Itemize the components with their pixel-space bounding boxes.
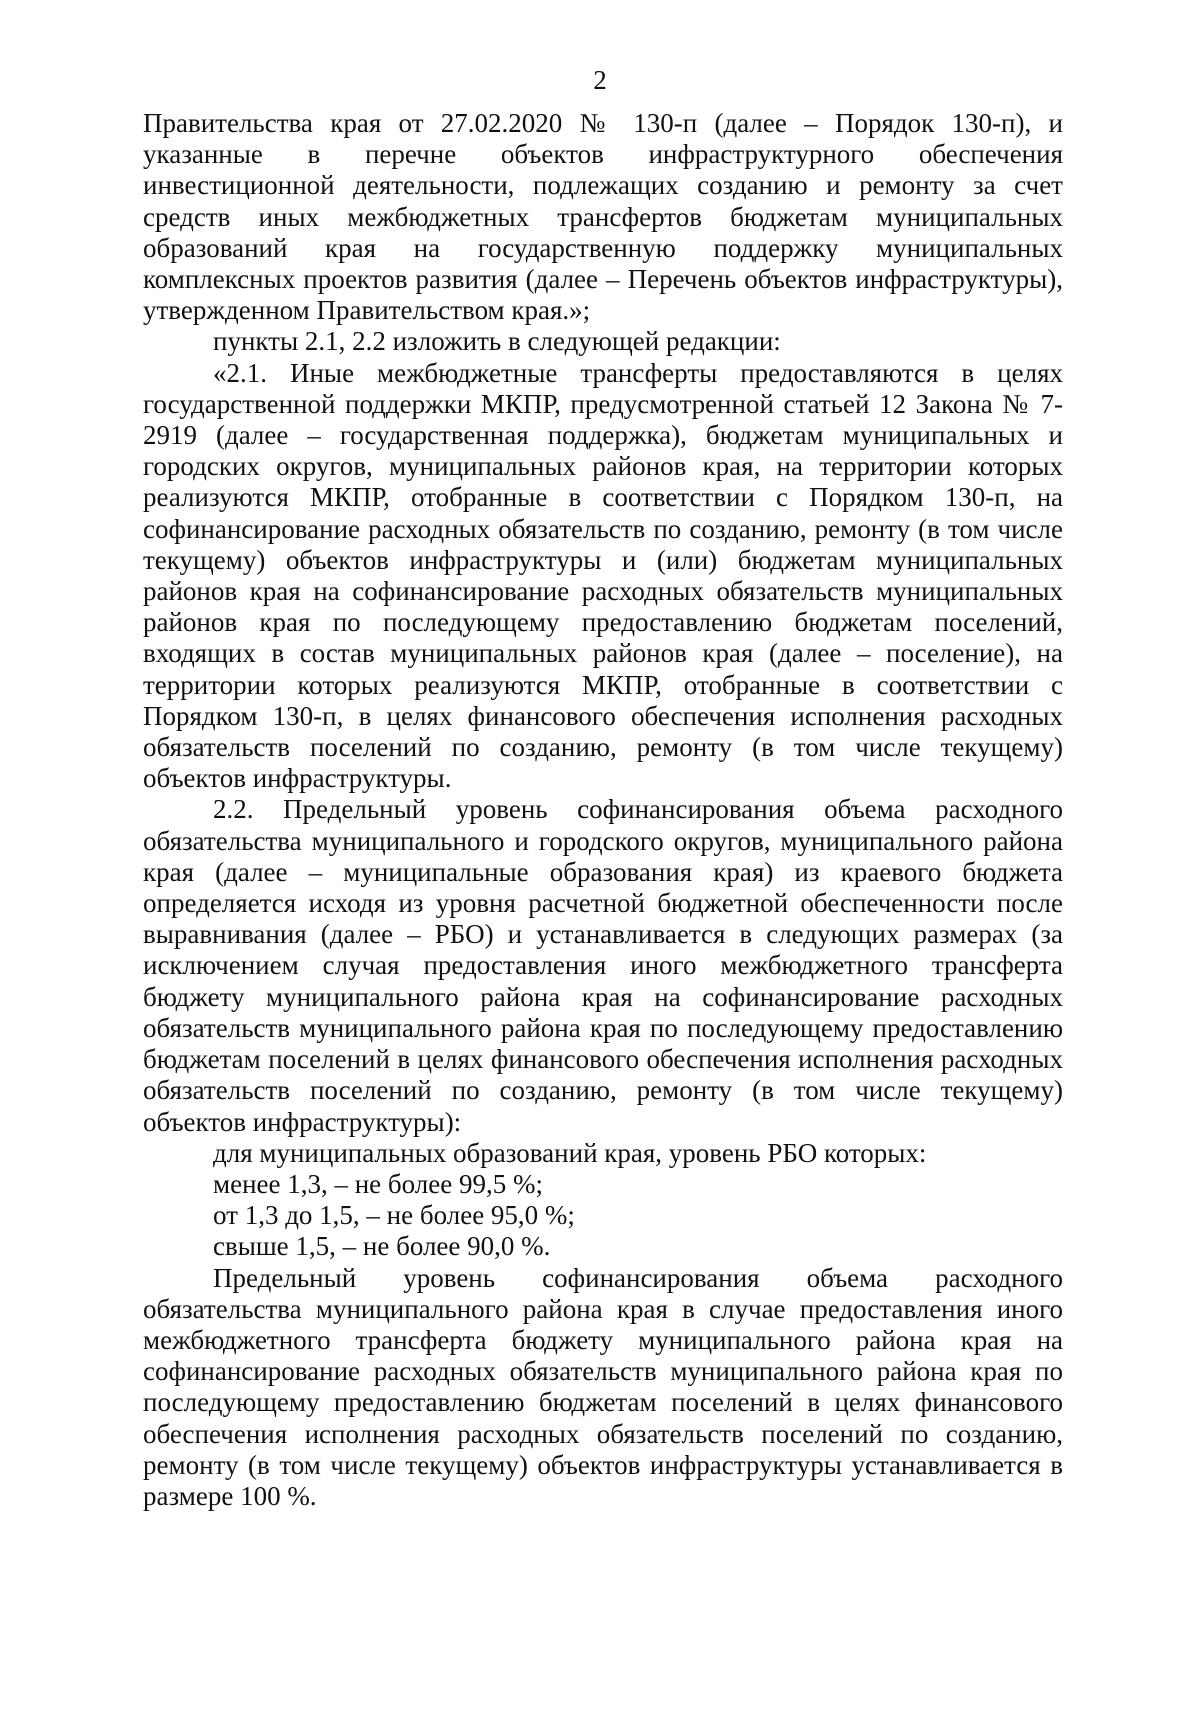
document-body — [143, 108, 1063, 1512]
paragraph-amendment-intro: пункты 2.1, 2.2 изложить в следующей редакции: — [213, 326, 781, 357]
rbo-level-item: менее 1,3, – не более 99,5 %; — [213, 1168, 543, 1199]
paragraph-continuation: Правительства края от 27.02.2020 № 130-п (далее – Порядок 130-п), и указанные в перечне объектов инфраструктурного обеспечения инвестиционной деятельности, подлежащих созданию и ремонту за счет средств иных межбюджетных трансфертов бюджетам муниципальных образований края на государственную поддержку муниципальных комплексных проектов развития (далее – Перечень объектов инфраструктуры), утвержденном Правительством края.»; — [143, 108, 1063, 326]
paragraph-max-cofinancing: Предельный уровень софинансирования объема расходного обязательства муниципального района края в случае предоставления иного межбюджетного трансферта бюджету муниципального района края на софинансирование расходных обязательств муниципального района края по последующему предоставлению бюджетам поселений в целях финансового обеспечения исполнения расходных обязательств поселений по созданию, ремонту (в том числе текущему) объектов инфраструктуры устанавливается в размере 100 %. — [143, 1262, 1063, 1511]
rbo-level-item: свыше 1,5, – не более 90,0 %. — [213, 1231, 551, 1262]
paragraph-2-1: «2.1. Иные межбюджетные трансферты предоставляются в целях государственной поддержки МКПР, предусмотренной статьей 12 Закона № 7-2919 (далее – государственная поддержка), бюджетам муниципальных и городских округов, муниципальных районов края, на территории которых реализуются МКПР, отобранные в соответствии с Порядком 130-п, на софинансирование расходных обязательств по созданию, ремонту (в том числе текущему) объектов инфраструктуры и (или) бюджетам муниципальных районов края на софинансирование расходных обязательств муниципальных районов края по последующему предоставлению бюджетам поселений, входящих в состав муниципальных районов края (далее – поселение), на территории которых реализуются МКПР, отобранные в соответствии с Порядком 130-п, в целях финансового обеспечения исполнения расходных обязательств поселений по созданию, ремонту (в том числе текущему) объектов инфраструктуры. — [143, 357, 1063, 794]
rbo-levels-intro: для муниципальных образований края, уровень РБО которых: — [213, 1137, 927, 1168]
page-number: 2 — [593, 65, 607, 95]
paragraph-2-2: 2.2. Предельный уровень софинансирования объема расходного обязательства муниципального и городского округов, муниципального района края (далее – муниципальные образования края) из краевого бюджета определяется исходя из уровня расчетной бюджетной обеспеченности после выравнивания (далее – РБО) и устанавливается в следующих размерах (за исключением случая предоставления иного межбюджетного трансферта бюджету муниципального района края на софинансирование расходных обязательств муниципального района края по последующему предоставлению бюджетам поселений в целях финансового обеспечения исполнения расходных обязательств поселений по созданию, ремонту (в том числе текущему) объектов инфраструктуры): — [143, 794, 1063, 1137]
rbo-level-item: от 1,3 до 1,5, – не более 95,0 %; — [213, 1200, 575, 1231]
